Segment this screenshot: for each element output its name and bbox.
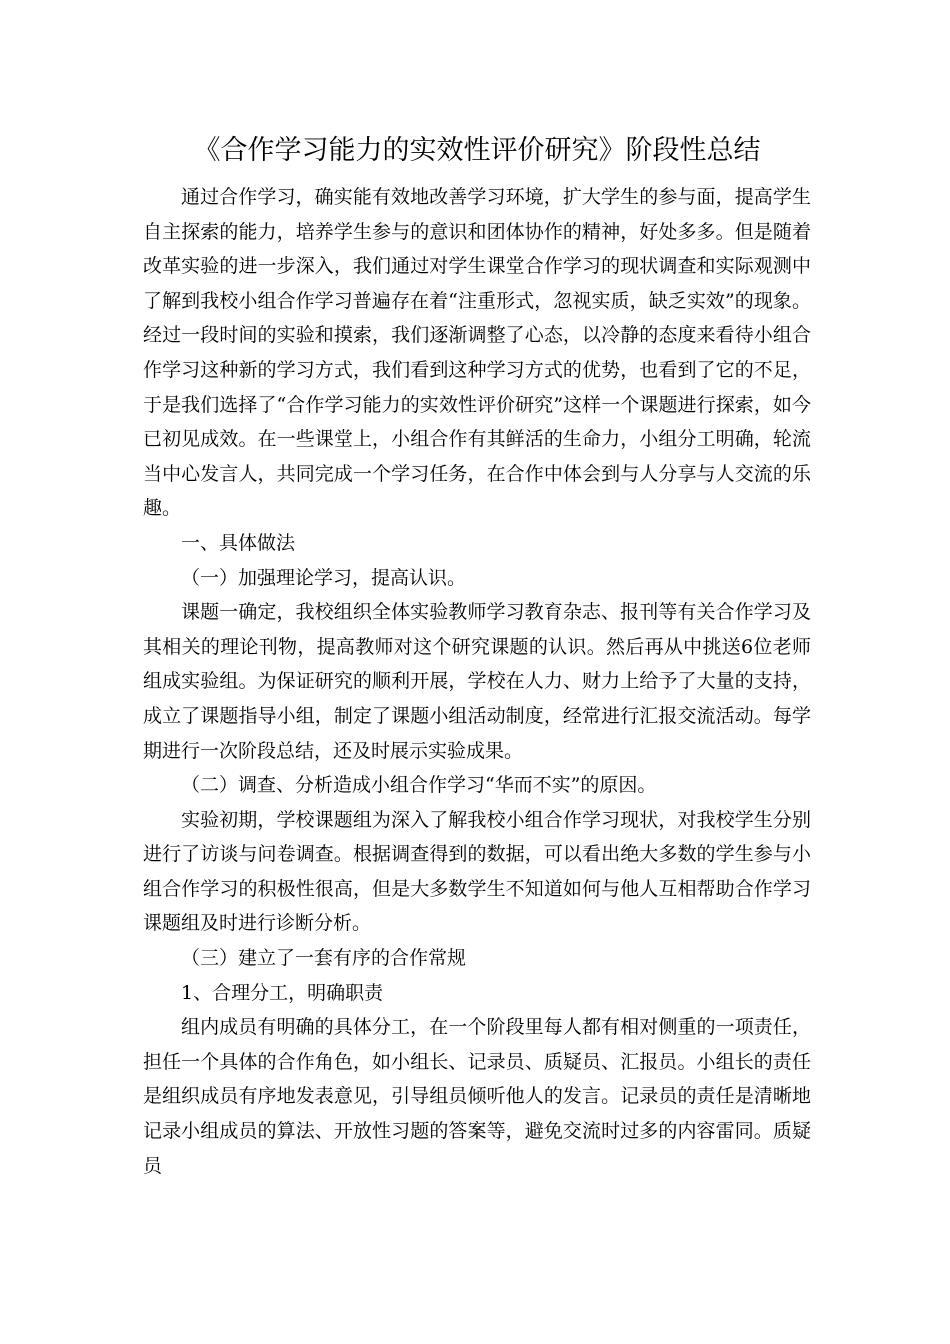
document-page [143,126,811,1183]
item-heading-1: 1、合理分工，明确职责 [181,981,384,1004]
intro-paragraph: 通过合作学习，确实能有效地改善学习环境，扩大学生的参与面，提高学生自主探索的能力，培养学生参与的意识和团体协作的精神，好处多多。但是随着改革实验的进一步深入，我们通过对学生课堂合作学习的现状调查和实际观测中了解到我校小组合作学习普遍存在着“注重形式，忽视实质，缺乏实效”的现象。经过一段时间的实验和摸索，我们逐渐调整了心态，以冷静的态度来看待小组合作学习这种新的学习方式，我们看到这种学习方式的优势，也看到了它的不足，于是我们选择了“合作学习能力的实效性评价研究”这样一个课题进行探索，如今已初见成效。在一些课堂上，小组合作有其鲜活的生命力，小组分工明确，轮流当中心发言人，共同完成一个学习任务，在合作中体会到与人分享与人交流的乐趣。 [143,186,811,520]
subsection-heading-1: （一）加强理论学习，提高认识。 [181,566,467,589]
subsection-heading-2: （二）调查、分析造成小组合作学习“华而不实”的原因。 [181,774,657,797]
document-title: 《合作学习能力的实效性评价研究》阶段性总结 [193,135,761,166]
section-heading-1: 一、具体做法 [181,531,296,554]
body-paragraph-1: 课题一确定，我校组织全体实验教师学习教育杂志、报刊等有关合作学习及其相关的理论刊物，提高教师对这个研究课题的认识。然后再从中挑送6位老师组成实验组。为保证研究的顺利开展，学校在人力、财力上给予了大量的支持，成立了课题指导小组，制定了课题小组活动制度，经常进行汇报交流活动。每学期进行一次阶段总结，还及时展示实验成果。 [143,601,811,762]
body-paragraph-2: 实验初期，学校课题组为深入了解我校小组合作学习现状，对我校学生分别进行了访谈与问卷调查。根据调查得到的数据，可以看出绝大多数的学生参与小组合作学习的积极性很高，但是大多数学生不知道如何与他人互相帮助合作学习课题组及时进行诊断分析。 [143,808,811,935]
body-paragraph-3: 组内成员有明确的具体分工，在一个阶段里每人都有相对侧重的一项责任，担任一个具体的合作角色，如小组长、记录员、质疑员、汇报员。小组长的责任是组织成员有序地发表意见，引导组员倾听他人的发言。记录员的责任是清晰地记录小组成员的算法、开放性习题的答案等，避免交流时过多的内容雷同。质疑员 [143,1016,811,1177]
subsection-heading-3: （三）建立了一套有序的合作常规 [181,947,467,970]
